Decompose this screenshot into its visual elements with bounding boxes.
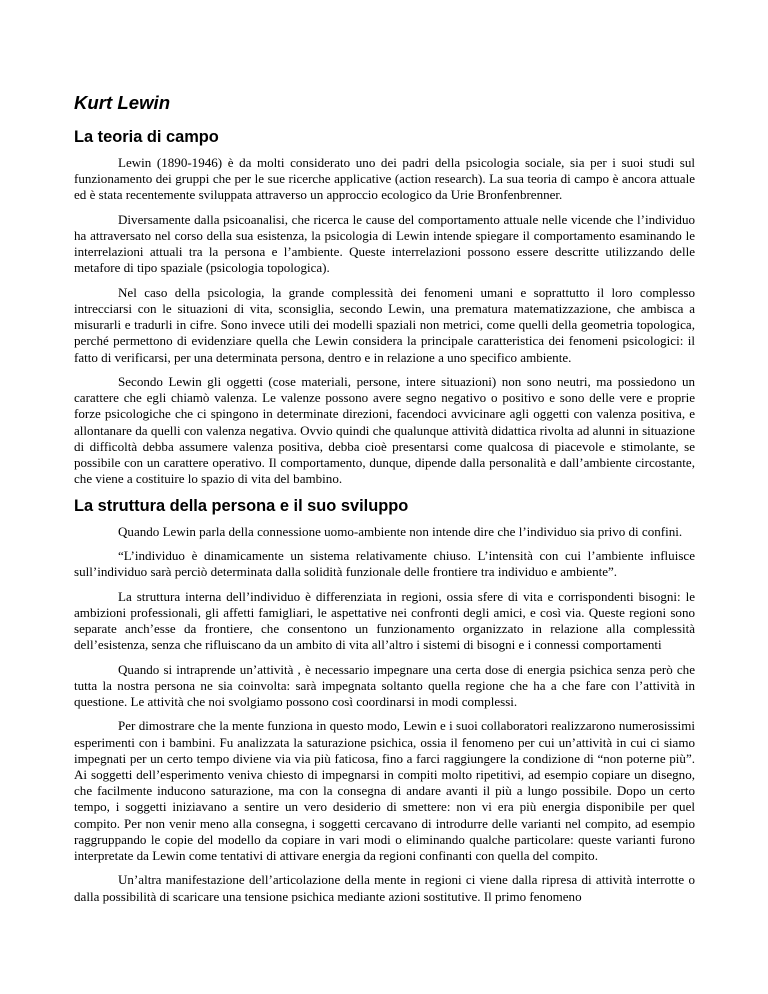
paragraph: Diversamente dalla psicoanalisi, che ricerca le cause del comportamento attuale nelle vicende che l’individuo ha attraversato nel corso della sua esistenza, la psicologia di Lewin intende spiegare il comportamento esaminando le interrelazioni attuali tra la persona e l’ambiente. Queste interrelazioni possono essere descritte utilizzando delle metafore di tipo spaziale (psicologia topologica).: [74, 211, 695, 276]
paragraph: Secondo Lewin gli oggetti (cose materiali, persone, intere situazioni) non sono neutri, ma possiedono un carattere che egli chiamò valenza. Le valenze possono avere segno negativo o positivo e sono delle vere e proprie forze psicologiche che ci spingono in determinate direzioni, facendoci avvicinare agli oggetti con valenza positiva, e allontanare da quelli con valenza negativa. Ovvio quindi che qualunque attività didattica rivolta ad alunni in situazione di difficoltà debba assumere valenza positiva, debba cioè presentarsi come qualcosa di piacevole e stimolante, se possibile con un carattere operativo. Il comportamento, dunque, dipende dalla personalità e dall’ambiente circostante, che viene a costituire lo spazio di vita del bambino.: [74, 374, 695, 487]
paragraph: Per dimostrare che la mente funziona in questo modo, Lewin e i suoi collaboratori realizzarono numerosissimi esperimenti con i bambini. Fu analizzata la saturazione psichica, ossia il fenomeno per cui un’attività in cui ci siamo impegnati per un certo tempo diviene via via più faticosa, fino a farci raggiungere la condizione di “non poterne più”. Ai soggetti dell’esperimento veniva chiesto di impegnarsi in compiti molto ripetitivi, ad esempio copiare un disegno, che facilmente inducono saturazione, ma con la consegna di andare avanti il più a lungo possibile. Dopo un certo tempo, i soggetti iniziavano a sentire un vero desiderio di smettere: non vi era più energia disponibile per quel compito. Per non venir meno alla consegna, i soggetti cercavano di introdurre delle varianti nel compito, ad esempio raggruppando le copie del modello da copiare in vari modi o eliminando qualche particolare: queste varianti furono interpretate da Lewin come tentativi di attivare energia da regioni confinanti con quella del compito.: [74, 718, 695, 864]
document-title: Kurt Lewin: [74, 92, 171, 113]
paragraph: “L’individuo è dinamicamente un sistema relativamente chiuso. L’intensità con cui l’ambiente influisce sull’individuo sarà perciò determinata dalla solidità funzionale delle frontiere tra individuo e ambiente”.: [74, 548, 695, 580]
paragraph: Nel caso della psicologia, la grande complessità dei fenomeni umani e soprattutto il loro complesso intrecciarsi con le situazioni di vita, sconsiglia, secondo Lewin, una prematura matematizzazione, che ambisca a misurarli e tradurli in cifre. Sono invece utili dei modelli spaziali non metrici, come quelli della geometria topologica, perché permettono di evidenziare quella che Lewin considera la principale caratteristica dei fenomeni psicologici: il fatto di verificarsi, per una determinata persona, dentro e in relazione a uno specifico ambiente.: [74, 284, 695, 365]
paragraph: Quando si intraprende un’attività , è necessario impegnare una certa dose di energia psichica senza però che tutta la nostra persona ne sia coinvolta: sarà impegnata soltanto quella regione che ha a che fare con l’attività in questione. Le attività che noi svolgiamo possono così coordinarsi in modi complessi.: [74, 661, 695, 709]
section-heading: La teoria di campo: [74, 128, 219, 146]
section-person-structure: [74, 496, 695, 905]
section-field-theory: [74, 127, 695, 487]
paragraph: Lewin (1890-1946) è da molti considerato uno dei padri della psicologia sociale, sia per i suoi studi sul funzionamento dei gruppi che per le sue ricerche applicative (action research). La sua teoria di campo è ancora attuale ed è stata recentemente sviluppata attraverso un approccio ecologico da Urie Bronfenbrenner.: [74, 155, 695, 203]
paragraph: Quando Lewin parla della connessione uomo-ambiente non intende dire che l’individuo sia privo di confini.: [118, 523, 683, 539]
section-heading: La struttura della persona e il suo sviluppo: [74, 496, 409, 515]
paragraph: La struttura interna dell’individuo è differenziata in regioni, ossia sfere di vita e corrispondenti bisogni: le ambizioni professionali, gli affetti famigliari, le aspettative nei confronti degli amici, e così via. Queste regioni sono separate anch’esse da frontiere, che consentono un funzionamento organizzato in relazione alla complessità dell’esistenza, senza che rifluiscano da un ambito di vita all’altro i sistemi di bisogni e i connessi comportamenti: [74, 588, 695, 653]
document-page: [74, 92, 695, 913]
paragraph: Un’altra manifestazione dell’articolazione della mente in regioni ci viene dalla ripresa di attività interrotte o dalla possibilità di scaricare una tensione psichica mediante azioni sostitutive. Il primo fenomeno: [74, 872, 695, 904]
